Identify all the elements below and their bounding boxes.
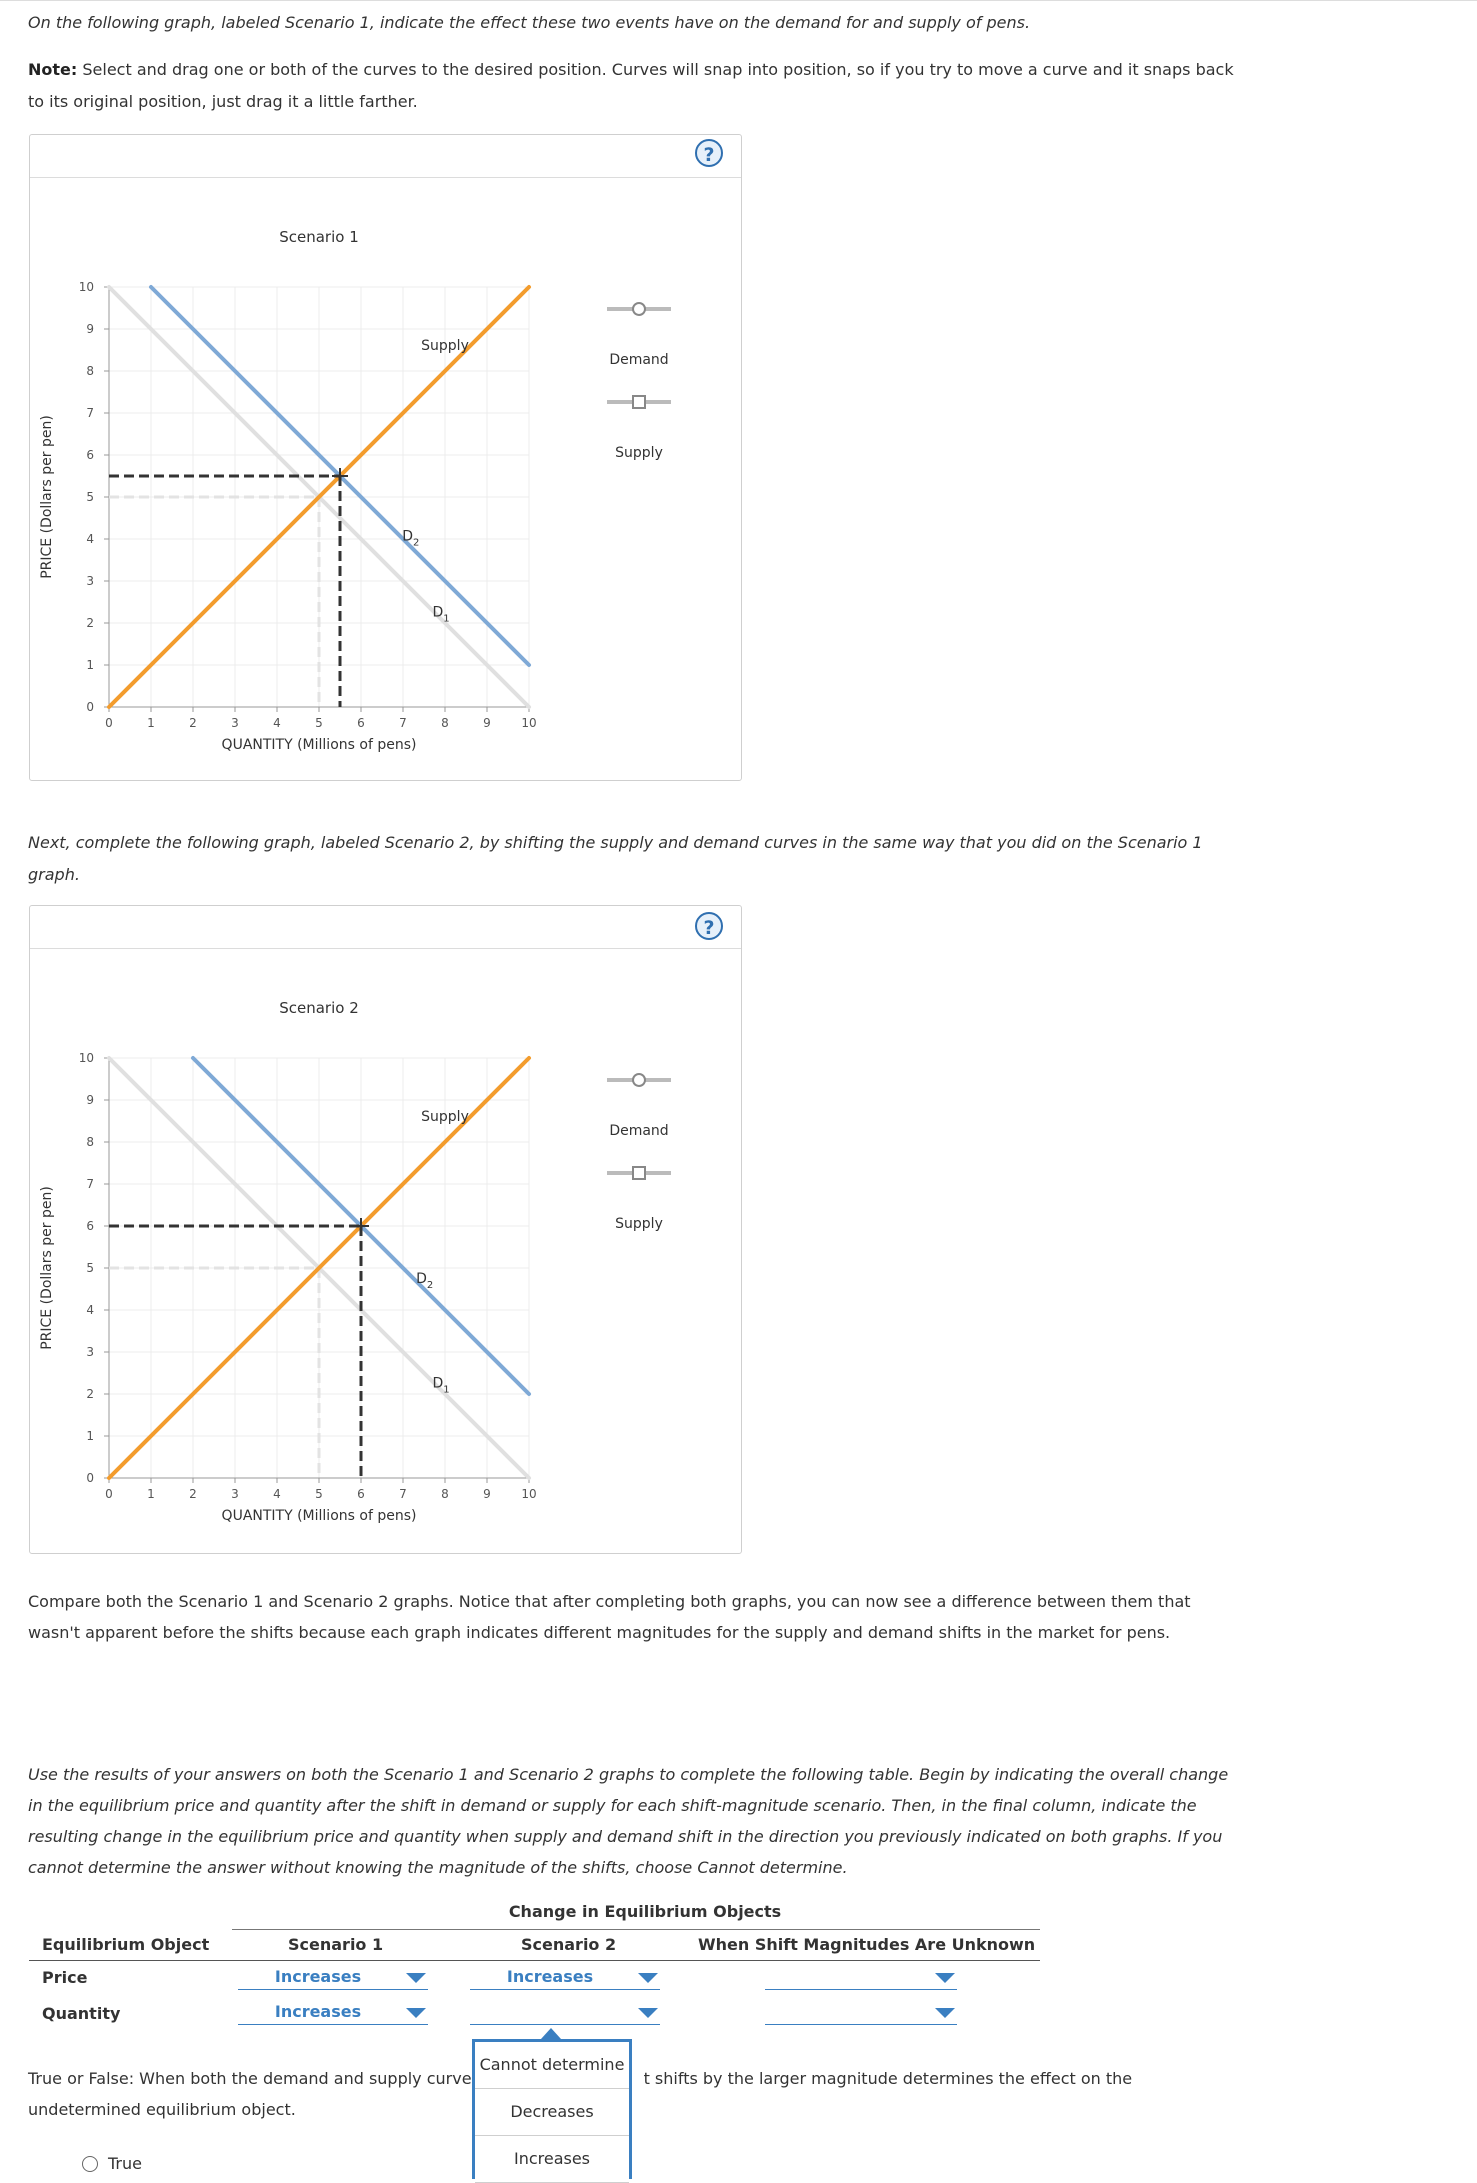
price-scenario2-select[interactable] [470,1965,660,1990]
y-tick-label: 6 [86,1219,94,1233]
d2-label: $D_2$ [402,528,420,549]
chart-title: Scenario 2 [279,999,359,1017]
col-scenario2: Scenario 2 [521,1935,617,1954]
next-line1: Next, complete the following graph, labeled Scenario 2, by shifting the supply and demand curves in the same way that you did on the Scenario 1 [28,833,1203,852]
x-axis-label: QUANTITY (Millions of pens) [221,1508,417,1524]
col-scenario1: Scenario 1 [288,1935,384,1954]
compare-line2: wasn't apparent before the shifts because each graph indicates different magnitudes for the supply and demand shifts in the market for pens. [28,1623,1171,1642]
x-tick-label: 0 [105,1487,113,1501]
y-tick-label: 9 [86,1093,94,1107]
y-axis-label: PRICE (Dollars per pen) [39,415,55,579]
x-tick-label: 10 [521,716,537,730]
true-radio[interactable] [82,2156,98,2172]
x-tick-label: 2 [189,1487,197,1501]
scenario1-graph[interactable] [29,134,740,779]
x-tick-label: 9 [483,716,491,730]
tf-question [28,2063,1238,2095]
y-tick-label: 0 [86,1471,94,1485]
y-tick-label: 8 [86,1135,94,1149]
select-value: Increases [274,1967,362,1986]
y-axis-label: PRICE (Dollars per pen) [39,1186,55,1350]
dropdown-arrow-icon [406,1973,426,1983]
use-line3: resulting change in the equilibrium price and quantity when supply and demand shift in the direction you previously indicated on both graphs. If you [28,1827,1223,1846]
table-header-rule [232,1929,1040,1930]
row-quantity-label: Quantity [42,2004,121,2023]
x-tick-label: 8 [441,716,449,730]
dropdown-option[interactable]: Increases [475,2136,629,2183]
col-unknown: When Shift Magnitudes Are Unknown [698,1935,1036,1954]
y-tick-label: 7 [86,1177,94,1191]
dropdown-caret-icon [541,2028,561,2039]
x-tick-label: 8 [441,1487,449,1501]
d1-label: $D_1$ [432,1375,450,1396]
select-value: Increases [506,1967,594,1986]
note-line2: to its original position, just drag it a little farther. [28,92,418,111]
y-tick-label: 10 [78,280,94,294]
top-divider [0,0,1477,1]
help-icon[interactable]: ? [695,912,723,940]
legend-supply-label: Supply [615,1216,663,1232]
dropdown-arrow-icon [406,2008,426,2018]
dropdown-arrow-icon [638,1973,658,1983]
y-tick-label: 2 [86,1387,94,1401]
supply-label: Supply [421,338,469,354]
x-tick-label: 5 [315,1487,323,1501]
quantity-unknown-select[interactable] [765,2000,957,2025]
tf-right: t shifts by the larger magnitude determines the effect on the [643,2069,1133,2088]
x-tick-label: 1 [147,716,155,730]
table-row-rule [29,1960,1040,1961]
dropdown-arrow-icon [935,1973,955,1983]
price-unknown-select[interactable] [765,1965,957,1990]
compare-line1: Compare both the Scenario 1 and Scenario 2 graphs. Notice that after completing both graphs, you can now see a difference between them that [28,1592,1191,1611]
legend-supply-square-icon [633,396,645,408]
x-tick-label: 5 [315,716,323,730]
legend-demand-circle-icon [633,1074,645,1086]
intro-text: On the following graph, labeled Scenario 1, indicate the effect these two events have on the demand for and supply of pens. [28,13,1031,32]
use-line2: in the equilibrium price and quantity after the shift in demand or supply for each shift-magnitude scenario. Then, in the final column, indicate the [28,1796,1197,1815]
y-tick-label: 3 [86,1345,94,1359]
x-tick-label: 7 [399,1487,407,1501]
use-line4: cannot determine the answer without knowing the magnitude of the shifts, choose Cannot determine. [28,1858,848,1877]
y-tick-label: 5 [86,490,94,504]
x-tick-label: 7 [399,716,407,730]
col-equilibrium-object: Equilibrium Object [42,1935,210,1954]
price-scenario1-select[interactable] [238,1965,428,1990]
quantity-scenario2-select[interactable] [470,2000,660,2025]
x-tick-label: 10 [521,1487,537,1501]
y-tick-label: 3 [86,574,94,588]
y-tick-label: 1 [86,658,94,672]
note-text [28,54,1238,86]
x-tick-label: 0 [105,716,113,730]
dropdown-menu [472,2039,632,2179]
x-tick-label: 3 [231,716,239,730]
help-icon[interactable]: ? [695,139,723,167]
chart-title: Scenario 1 [279,228,359,246]
y-tick-label: 7 [86,406,94,420]
y-tick-label: 4 [86,1303,94,1317]
x-tick-label: 4 [273,716,281,730]
scenario2-graph[interactable] [29,905,740,1552]
x-tick-label: 6 [357,716,365,730]
dropdown-option[interactable]: Cannot determine [475,2042,629,2089]
dropdown-arrow-icon [638,2008,658,2018]
next-line2: graph. [28,865,80,884]
note-line1: Select and drag one or both of the curves to the desired position. Curves will snap into position, so if you try to move a curve and it snaps back [82,60,1234,79]
quantity-scenario1-select[interactable] [238,2000,428,2025]
x-tick-label: 2 [189,716,197,730]
y-tick-label: 10 [78,1051,94,1065]
legend-supply-square-icon [633,1167,645,1179]
y-tick-label: 4 [86,532,94,546]
y-tick-label: 9 [86,322,94,336]
x-tick-label: 6 [357,1487,365,1501]
y-tick-label: 5 [86,1261,94,1275]
table-title: Change in Equilibrium Objects [508,1902,782,1921]
x-axis-label: QUANTITY (Millions of pens) [221,737,417,753]
y-tick-label: 2 [86,616,94,630]
dropdown-arrow-icon [935,2008,955,2018]
y-tick-label: 6 [86,448,94,462]
x-tick-label: 4 [273,1487,281,1501]
note-label: Note: [28,60,78,79]
true-label: True [108,2154,142,2173]
use-line1: Use the results of your answers on both the Scenario 1 and Scenario 2 graphs to complete the following table. Begin by indicating the overall change [28,1765,1229,1784]
legend-demand-label: Demand [609,1123,669,1139]
y-tick-label: 8 [86,364,94,378]
legend-demand-label: Demand [609,352,669,368]
x-tick-label: 1 [147,1487,155,1501]
x-tick-label: 9 [483,1487,491,1501]
y-tick-label: 1 [86,1429,94,1443]
legend-supply-label: Supply [615,445,663,461]
d2-label: $D_2$ [416,1271,434,1292]
row-price-label: Price [42,1968,88,1987]
dropdown-option[interactable]: Decreases [475,2089,629,2136]
y-tick-label: 0 [86,700,94,714]
select-value: Increases [274,2002,362,2021]
x-tick-label: 3 [231,1487,239,1501]
tf-left: True or False: When both the demand and supply curve [28,2069,472,2088]
tf-line2: undetermined equilibrium object. [28,2100,296,2119]
legend-demand-circle-icon [633,303,645,315]
d1-label: $D_1$ [432,604,450,625]
supply-label: Supply [421,1109,469,1125]
